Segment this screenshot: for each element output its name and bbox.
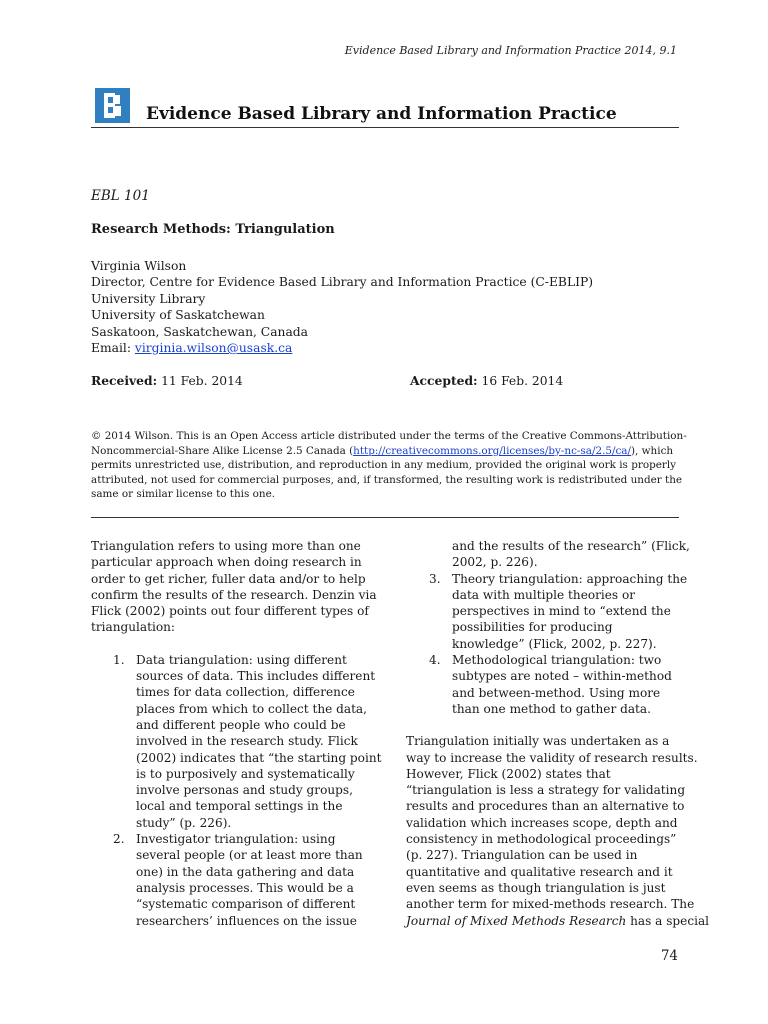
email-line — [91, 340, 593, 356]
text-line: confirm the results of the research. Denzin via — [91, 587, 377, 602]
text-line: Investigator triangulation: using — [136, 832, 336, 847]
license-line: same or similar license to this one. — [91, 488, 276, 501]
section-label: EBL 101 — [91, 188, 150, 204]
affiliation-line: Director, Centre for Evidence Based Library and Information Practice (C-EBLIP) — [91, 275, 594, 290]
text-line: Methodological triangulation: two — [452, 653, 662, 668]
right-column — [406, 538, 710, 929]
text-line: knowledge” (Flick, 2002, p. 227). — [452, 636, 657, 651]
email-label: Email: — [91, 341, 131, 356]
journal-name-italic: Journal of Mixed Methods Research — [406, 913, 627, 928]
accepted-value: 16 Feb. 2014 — [481, 374, 564, 388]
text-line: particular approach when doing research in — [91, 555, 362, 570]
page-number: 74 — [660, 948, 678, 964]
list-number: 3. — [429, 571, 441, 586]
text-line: Theory triangulation: approaching the — [452, 571, 688, 586]
text-line: consistency in methodological proceedings” — [406, 832, 677, 847]
list-number: 4. — [429, 653, 441, 668]
list-item-4 — [406, 652, 684, 717]
text-line: triangulation: — [91, 620, 175, 635]
text-line: 2002, p. 226). — [452, 555, 538, 570]
affiliation-line: University Library — [91, 291, 206, 306]
text-line — [406, 913, 710, 929]
list-number: 2. — [113, 832, 125, 847]
text-line: “systematic comparison of different — [136, 897, 356, 912]
text-line: (p. 227). Triangulation can be used in — [406, 848, 638, 863]
text-line: subtypes are noted – within-method — [452, 669, 672, 684]
list-item-2-continued — [406, 538, 690, 571]
ebl-logo-icon — [104, 93, 121, 118]
body-divider — [91, 517, 679, 518]
text-line: Data triangulation: using different — [136, 652, 347, 667]
license-line — [91, 444, 681, 459]
received-label: Received: — [91, 373, 158, 388]
text-line: perspectives in mind to “extend the — [452, 604, 671, 619]
text-line: (2002) indicates that “the starting point — [136, 750, 382, 765]
license-line: permits unrestricted use, distribution, and reproduction in any medium, provided the original work is properly — [91, 459, 677, 472]
text-line: possibilities for producing — [452, 620, 613, 635]
text-line: one) in the data gathering and data — [136, 864, 355, 879]
received-date — [91, 373, 243, 388]
text-line: involve personas and study groups, — [136, 783, 353, 798]
text-line: places from which to collect the data, — [136, 701, 367, 716]
text-line: Triangulation refers to using more than one — [91, 539, 361, 553]
accepted-label: Accepted: — [410, 373, 478, 388]
license-statement — [91, 429, 687, 502]
license-line: © 2014 Wilson. This is an Open Access article distributed under the terms of the Creative Commons-Attribution- — [91, 430, 687, 442]
article-title: Research Methods: Triangulation — [91, 222, 335, 237]
text-line: validation which increases scope, depth and — [406, 815, 678, 830]
text-line: way to increase the validity of research results. — [406, 750, 698, 765]
text-fragment: has a special — [626, 913, 710, 928]
text-line: is to purposively and systematically — [136, 766, 355, 781]
text-line: Flick (2002) points out four different types of — [91, 604, 369, 619]
intro-paragraph — [91, 538, 377, 636]
text-line: and between-method. Using more — [452, 685, 661, 700]
affiliation-line: University of Saskatchewan — [91, 308, 265, 323]
text-line: “triangulation is less a strategy for validating — [406, 783, 686, 798]
left-column — [91, 538, 382, 929]
header-divider — [91, 127, 679, 128]
text-line: and the results of the research” (Flick, — [452, 539, 690, 553]
received-value: 11 Feb. 2014 — [161, 374, 243, 388]
text-line: However, Flick (2002) states that — [406, 766, 611, 781]
text-line: order to get richer, fuller data and/or to help — [91, 571, 366, 586]
author-block — [91, 258, 593, 356]
journal-title: Evidence Based Library and Information Practice — [146, 104, 617, 124]
text-line: and different people who could be — [136, 717, 346, 732]
text-line: analysis processes. This would be a — [136, 880, 354, 895]
list-number: 1. — [113, 652, 125, 667]
text-line: local and temporal settings in the — [136, 799, 343, 814]
text-line: involved in the research study. Flick — [136, 734, 358, 749]
license-text: Noncommercial-Share Alike License 2.5 Canada ( — [91, 444, 354, 457]
body-paragraph — [406, 733, 710, 929]
journal-logo — [95, 88, 130, 123]
list-item-2 — [91, 831, 366, 929]
license-url-link[interactable]: http://creativecommons.org/licenses/by-nc-sa/2.5/ca/ — [353, 444, 631, 457]
text-line: Triangulation initially was undertaken as a — [406, 734, 670, 749]
text-line: than one method to gather data. — [452, 701, 651, 716]
text-line: times for data collection, difference — [136, 685, 355, 700]
affiliation-line: Saskatoon, Saskatchewan, Canada — [91, 324, 308, 339]
text-line: another term for mixed-methods research. The — [406, 897, 695, 912]
running-head: Evidence Based Library and Information Practice 2014, 9.1 — [344, 44, 677, 57]
list-item-1 — [91, 652, 382, 831]
author-name: Virginia Wilson — [91, 259, 187, 273]
text-line: study” (p. 226). — [136, 815, 232, 830]
text-line: even seems as though triangulation is just — [406, 880, 666, 895]
text-line: researchers’ influences on the issue — [136, 913, 357, 928]
text-line: data with multiple theories or — [452, 587, 636, 602]
list-item-3 — [406, 571, 688, 652]
license-line: attributed, not used for commercial purposes, and, if transformed, the resulting work is redistributed under the — [91, 473, 683, 486]
text-line: several people (or at least more than — [136, 848, 363, 863]
text-line: results and procedures than an alternative to — [406, 799, 685, 814]
text-line: sources of data. This includes different — [136, 669, 376, 684]
text-line: quantitative and qualitative research and it — [406, 864, 673, 879]
email-link[interactable]: virginia.wilson@usask.ca — [134, 341, 293, 356]
license-text: ), which — [631, 444, 674, 457]
accepted-date — [410, 373, 563, 388]
